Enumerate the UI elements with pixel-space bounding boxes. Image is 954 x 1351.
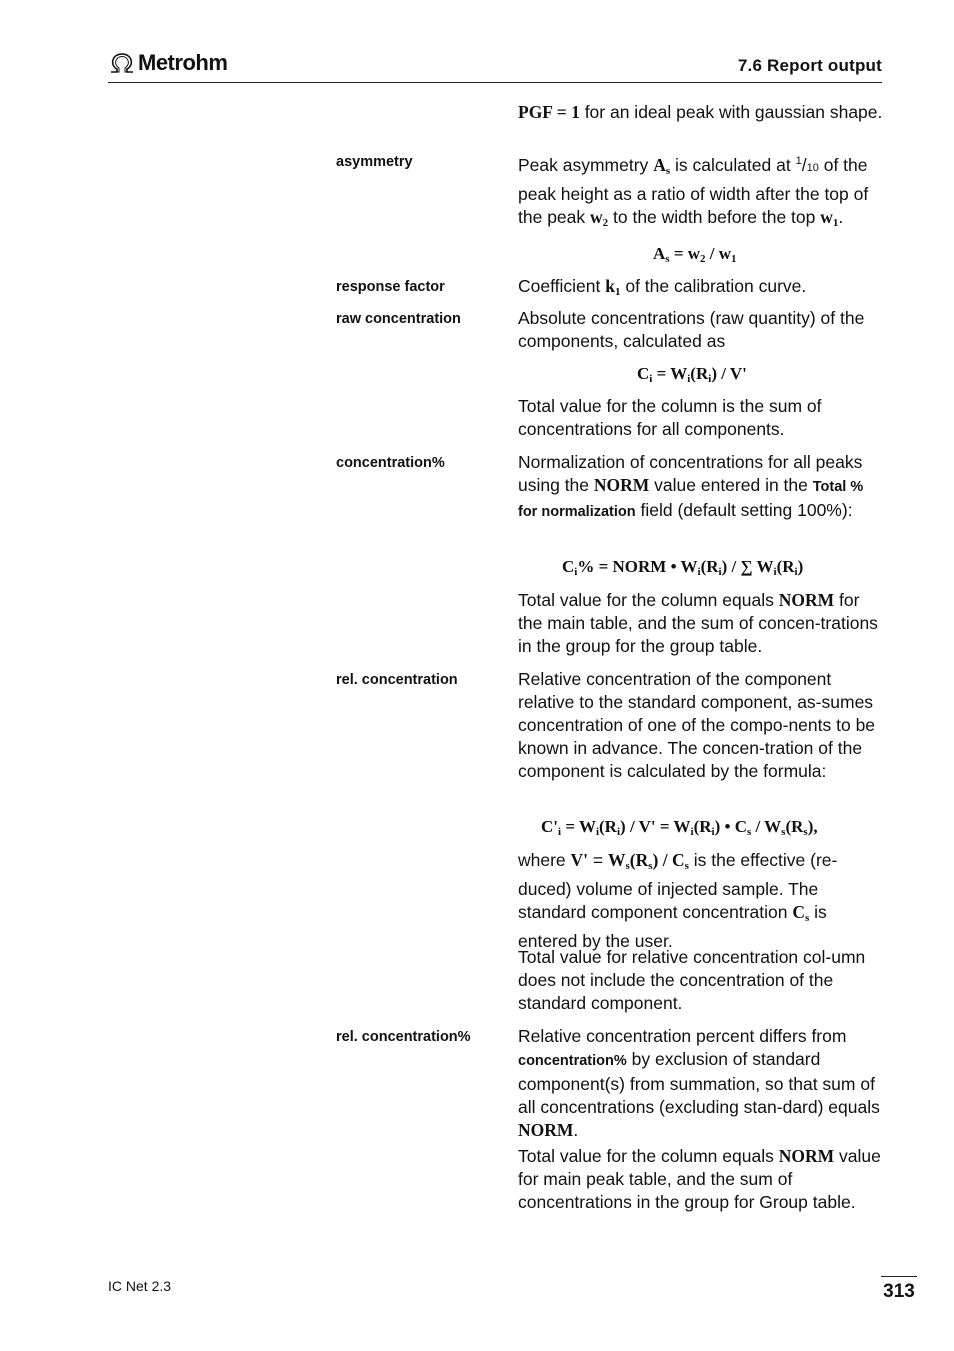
text: to the width before the top xyxy=(608,206,821,227)
as-symbol: $A_s$ xyxy=(653,154,671,177)
raw-concentration-total: Total value for the column is the sum of concentrations for all components. xyxy=(518,396,822,439)
text: Total value for the column equals xyxy=(518,590,779,610)
term-concentration-pct: concentration% xyxy=(336,455,445,471)
text: Peak asymmetry xyxy=(518,154,654,175)
text: of the peak height as a ratio of width after the top of the peak xyxy=(518,154,869,227)
concentration-pct-description xyxy=(518,451,884,524)
text: for the main table, and the sum of concen-trations in the group for the group table. xyxy=(518,590,878,656)
pgf-formula: PGF = 1 xyxy=(518,102,580,122)
text: is the effective (re-duced) volume of injected sample. The standard component concentration xyxy=(518,850,838,922)
text: . xyxy=(573,1120,579,1140)
term-asymmetry: asymmetry xyxy=(336,154,413,170)
cs-symbol: $C_s$ xyxy=(792,902,810,924)
metrohm-logo xyxy=(108,50,227,76)
text: is calculated at xyxy=(670,154,796,175)
rel-concentration-where xyxy=(518,849,884,953)
rel-concentration-formula: $C'_i = W_i(R_i) / V' = W_i(R_i)$ • $C_s / W_s(R_s)$, xyxy=(541,817,818,838)
page-header xyxy=(108,50,882,80)
rel-concentration-total: Total value for relative concentration col-umn does not include the concentration of the standard component. xyxy=(518,947,866,1013)
field-name: Total % for normalization xyxy=(518,479,864,520)
page-number: 313 xyxy=(881,1276,917,1303)
text: value for main peak table, and the sum of concentrations in the group for Group table. xyxy=(518,1146,881,1212)
norm-keyword: NORM xyxy=(593,475,650,495)
text: value entered in the xyxy=(649,475,813,495)
fraction-numerator: 1 xyxy=(795,155,802,167)
response-factor-description xyxy=(518,275,884,304)
pgf-text: for an ideal peak with gaussian shape. xyxy=(579,102,883,122)
term-response-factor: response factor xyxy=(336,279,445,295)
rel-concentration-description: Relative concentration of the component relative to the standard component, as-sumes concentration of one of the compo-nents to be known in advance. The concen-tration of the component is calculated by the formula: xyxy=(518,669,876,781)
term-raw-concentration: raw concentration xyxy=(336,311,461,327)
fraction-denominator: 10 xyxy=(806,161,819,174)
text: by exclusion of standard component(s) from summation, so that sum of all concentrations (excluding stan-dard) equals xyxy=(518,1049,880,1117)
norm-keyword: NORM xyxy=(778,1146,835,1166)
rel-concentration-pct-description xyxy=(518,1025,884,1142)
footer-product: IC Net 2.3 xyxy=(108,1278,172,1294)
w2-symbol: $w_2$ xyxy=(590,206,609,229)
text: . xyxy=(838,206,844,227)
rel-concentration-pct-total xyxy=(518,1145,884,1214)
k1-symbol: $k_1$ xyxy=(605,276,621,298)
text: field (default setting 100%): xyxy=(635,500,853,520)
omega-logo-icon xyxy=(108,51,136,75)
v-prime-symbol: V' xyxy=(570,850,589,870)
text: Total value for the column equals xyxy=(518,1146,779,1166)
text: is entered by the user. xyxy=(518,902,827,951)
pgf-description xyxy=(518,101,884,124)
concentration-pct-total xyxy=(518,589,884,658)
logo-text: Metrohm xyxy=(138,50,228,75)
concentration-pct-formula: $C_i\%$ = NORM • $W_i(R_i)$ / ∑ $W_i(R_i)$ xyxy=(562,557,804,578)
norm-keyword: NORM xyxy=(518,1120,574,1140)
field-reference: concentration% xyxy=(518,1053,627,1069)
text: Coefficient xyxy=(518,276,606,296)
text: of the calibration curve. xyxy=(620,276,807,296)
term-rel-concentration-pct: rel. concentration% xyxy=(336,1029,471,1045)
asymmetry-formula: $A_s = w_2 / w_1$ xyxy=(653,244,737,265)
header-rule xyxy=(108,82,882,83)
asymmetry-description: Peak asymmetry $A_s$ is calculated at $^1$/10 of the peak height as a ratio of width after the top of the peak $w_2$ to the width before the top $w_1$. xyxy=(518,154,869,229)
text: where xyxy=(518,850,571,870)
raw-concentration-description: Absolute concentrations (raw quantity) of the components, calculated as xyxy=(518,308,865,351)
section-title: 7.6 Report output xyxy=(737,56,882,75)
text: Normalization of concentrations for all peaks using the xyxy=(518,452,863,495)
text: Relative concentration percent differs from xyxy=(518,1026,847,1046)
text: = xyxy=(588,850,608,870)
w1-symbol: $w_1$ xyxy=(820,206,839,229)
norm-keyword: NORM xyxy=(778,590,835,610)
raw-concentration-formula: $C_i = W_i(R_i) / V'$ xyxy=(637,364,747,385)
ws-expression: $W_s(R_s) / C_s$ xyxy=(607,850,689,872)
term-rel-concentration: rel. concentration xyxy=(336,672,458,688)
